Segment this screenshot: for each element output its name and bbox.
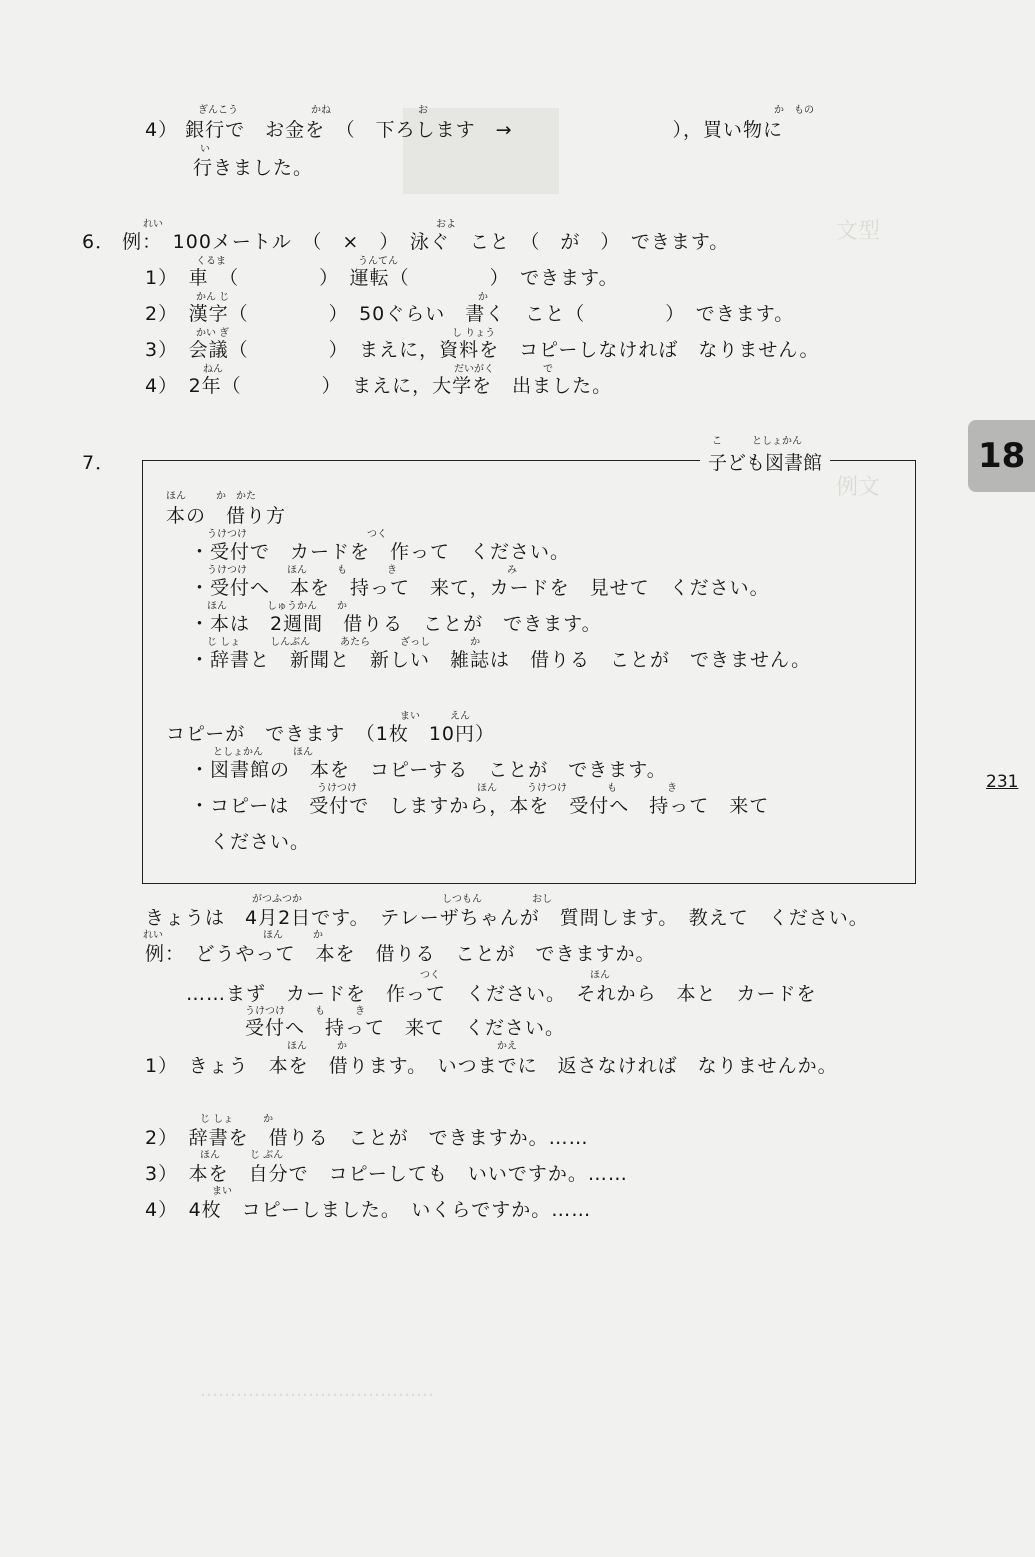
- furigana: ねん: [203, 364, 223, 375]
- item-number: 4）: [145, 119, 179, 141]
- question-7-intro: きょうは 4月2日です。 テレーザちゃんが 質問します。 教えて ください。: [145, 907, 869, 929]
- page-number: 231: [986, 772, 1019, 792]
- copy-heading: コピーが できます （1枚 10円）: [166, 723, 496, 745]
- furigana: うけつけ つく: [207, 529, 387, 540]
- question-5-item-4-line-1: [145, 118, 783, 142]
- furigana: うけつけ ほん うけつけ も き: [317, 783, 677, 794]
- furigana: し りょう: [452, 328, 496, 339]
- question-7-example-answer-continuation: 受付へ 持って 来て ください。: [245, 1017, 566, 1039]
- furigana: い: [200, 144, 210, 155]
- question-6-example: [82, 230, 729, 254]
- borrowing-rule: ・受付で カードを 作って ください。: [190, 541, 571, 563]
- example-text: 例： 100メートル （ × ） 泳ぐ こと （ が ） できます。: [122, 231, 730, 253]
- furigana: かね: [311, 105, 331, 116]
- furigana: じ しょ か: [200, 1114, 274, 1125]
- furigana: うけつけ ほん も き み: [207, 565, 517, 576]
- question-5-item-4-line-2: 行きました。: [193, 157, 314, 179]
- furigana: がつふつか しつもん おし: [252, 894, 552, 905]
- copy-rule-continuation: ください。: [210, 831, 311, 853]
- bleed-through-text: 文型: [836, 219, 881, 244]
- question-7-item-4: 4） 4枚 コピーしました。 いくらですか。……: [145, 1199, 592, 1221]
- furigana: としょかん ほん: [213, 747, 313, 758]
- question-number: 6．: [82, 231, 116, 253]
- furigana: かん じ: [196, 292, 230, 303]
- furigana: つく ほん: [420, 970, 610, 981]
- furigana: れい ほん か: [143, 930, 323, 941]
- copy-rule: ・図書館の 本を コピーする ことが できます。: [190, 759, 667, 781]
- furigana: ほん か かえ: [287, 1041, 517, 1052]
- question-7-item-3: 3） 本を 自分で コピーしても いいですか。……: [145, 1163, 628, 1185]
- question-6-item-1: 1） 車 （ ） 運転（ ） できます。: [145, 267, 619, 289]
- furigana: およ: [436, 219, 456, 230]
- borrowing-rule: ・受付へ 本を 持って 来て，カードを 見せて ください。: [190, 577, 770, 599]
- furigana: れい: [143, 219, 163, 230]
- furigana: か: [478, 292, 488, 303]
- furigana: かい ぎ: [196, 328, 230, 339]
- furigana: だいがく: [454, 364, 494, 375]
- furigana: くるま: [196, 256, 226, 267]
- borrowing-rule: ・辞書と 新聞と 新しい 雑誌は 借りる ことが できません。: [190, 649, 812, 671]
- furigana: ほん じ ぶん: [200, 1150, 284, 1161]
- furigana: で: [543, 364, 553, 375]
- borrowing-heading: 本の 借り方: [166, 505, 287, 527]
- chapter-tab: 18: [968, 420, 1035, 492]
- bleed-through-text: 例文: [836, 475, 881, 500]
- furigana: ほん しゅうかん か: [207, 601, 347, 612]
- furigana: お: [418, 105, 428, 116]
- copy-rule: ・コピーは 受付で しますから，本を 受付へ 持って 来て: [190, 795, 770, 817]
- question-6-item-3: 3） 会議（ ） まえに，資料を コピーしなければ なりません。: [145, 339, 820, 361]
- borrowing-rule: ・本は 2週間 借りる ことが できます。: [190, 613, 602, 635]
- furigana: まい: [212, 1186, 232, 1197]
- furigana: ほん か かた: [166, 491, 256, 502]
- question-7-item-2: 2） 辞書を 借りる ことが できますか。……: [145, 1127, 589, 1149]
- furigana: まい えん: [400, 711, 470, 722]
- item-text: 銀行で お金を （ 下ろします → ），買い物に: [185, 119, 784, 141]
- question-7-example-question: 例： どうやって 本を 借りる ことが できますか。: [145, 943, 656, 965]
- furigana: ぎんこう: [198, 105, 238, 116]
- bleed-through-text: …………………………………: [200, 1380, 434, 1401]
- furigana: か もの: [774, 105, 814, 116]
- question-6-item-2: 2） 漢字（ ） 50ぐらい 書く こと（ ） できます。: [145, 303, 795, 325]
- furigana: うけつけ も き: [245, 1006, 365, 1017]
- furigana: こ としょかん: [712, 436, 802, 447]
- furigana: じ しょ しんぶん あたら ざっし か: [207, 637, 481, 648]
- library-notice-title: 子ども図書館: [700, 448, 830, 475]
- question-6-item-4: 4） 2年（ ） まえに，大学を 出ました。: [145, 375, 613, 397]
- furigana: うんてん: [358, 256, 398, 267]
- question-number: 7．: [82, 452, 116, 474]
- question-7-item-1: 1） きょう 本を 借ります。 いつまでに 返さなければ なりませんか。: [145, 1055, 838, 1077]
- question-7-example-answer: ……まず カードを 作って ください。 それから 本と カードを: [186, 983, 817, 1005]
